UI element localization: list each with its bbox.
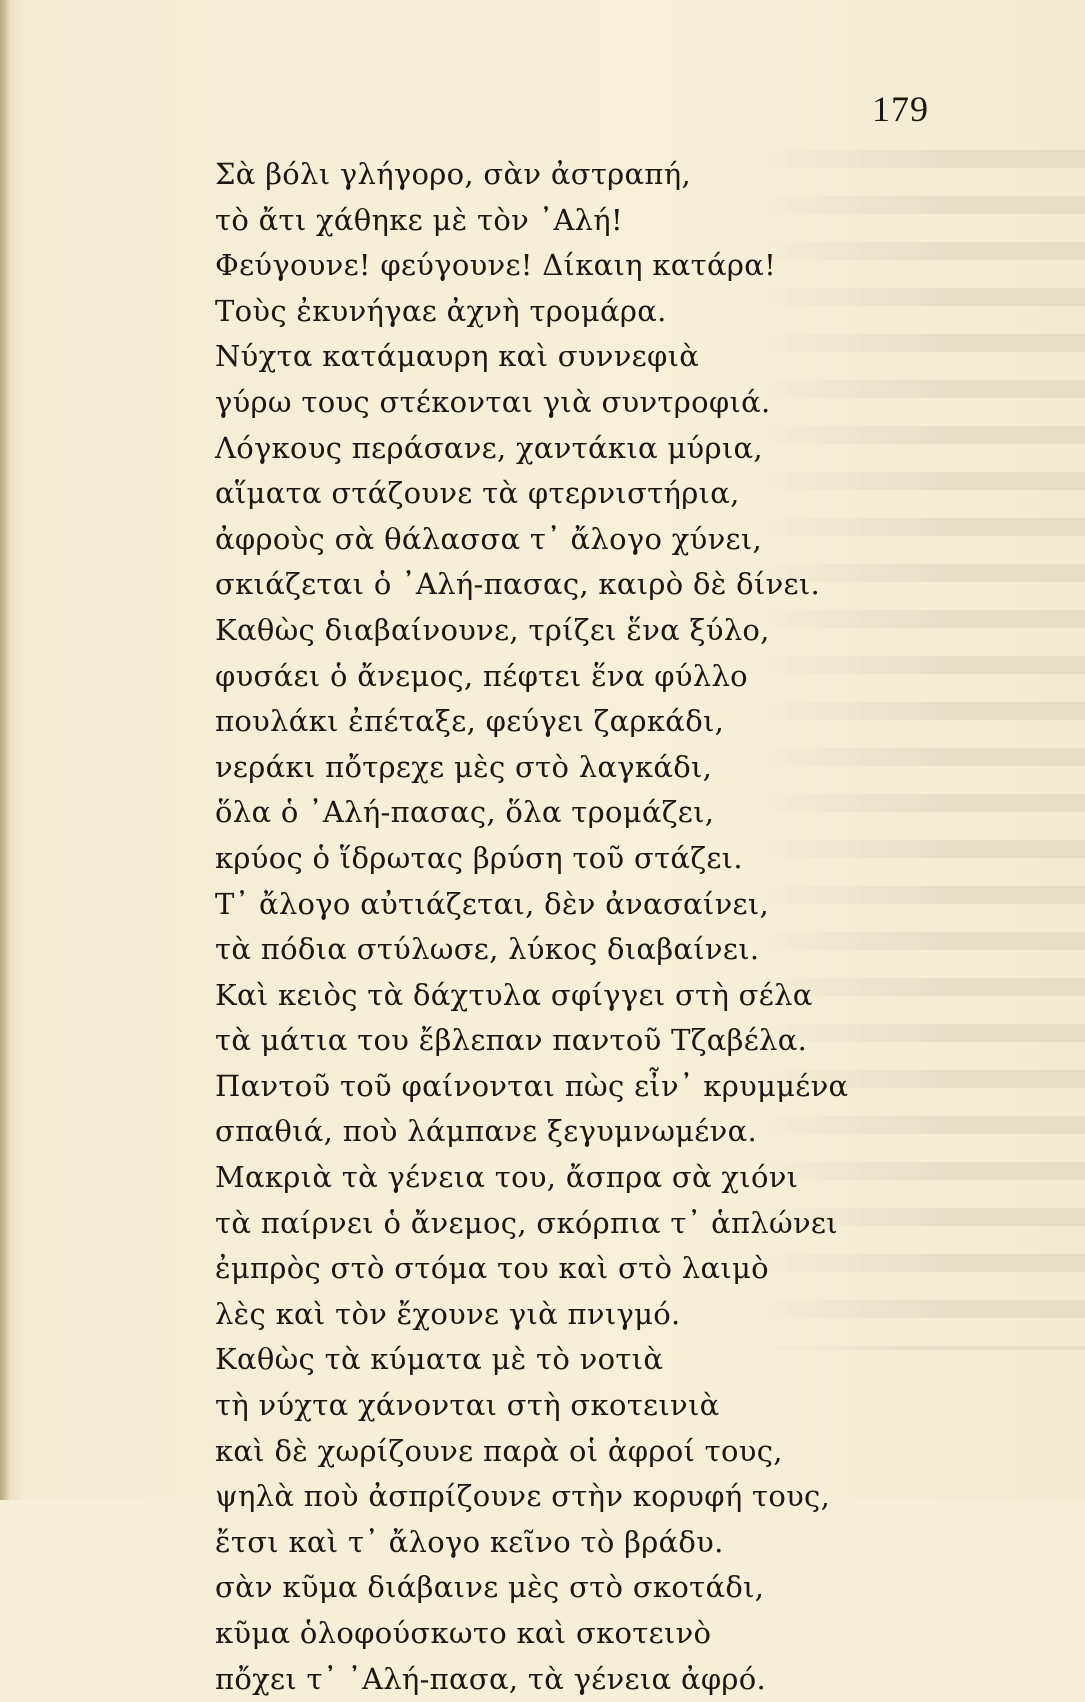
poem-line: τὸ ἄτι χάθηκε μὲ τὸν ᾿Αλή! — [215, 202, 623, 237]
poem-line: τὴ νύχτα χάνονται στὴ σκοτεινιὰ — [215, 1388, 720, 1423]
poem-line: φυσάει ὁ ἄνεμος, πέφτει ἕνα φύλλο — [215, 658, 748, 693]
poem-line: Καθὼς διαβαίνουνε, τρίζει ἕνα ξύλο, — [215, 612, 770, 647]
poem-line: σπαθιά, ποὺ λάμπανε ξεγυμνωμένα. — [215, 1114, 757, 1149]
poem-line: κρύος ὁ ἵδρωτας βρύση τοῦ στάζει. — [215, 840, 743, 875]
poem-line: σκιάζεται ὁ ᾿Αλή-πασας, καιρὸ δὲ δίνει. — [215, 567, 821, 602]
poem-line: Φεύγουνε! φεύγουνε! Δίκαιη κατάρα! — [215, 248, 777, 283]
poem-line: αἵματα στάζουνε τὰ φτερνιστήρια, — [215, 476, 740, 511]
poem-line: ψηλὰ ποὺ ἀσπρίζουνε στὴν κορυφή τους, — [215, 1479, 831, 1514]
poem-line: τὰ πόδια στύλωσε, λύκος διαβαίνει. — [215, 932, 760, 967]
poem-line: τὰ παίρνει ὁ ἄνεμος, σκόρπια τ᾿ ἁπλώνει — [215, 1205, 838, 1240]
poem-line: Τοὺς ἐκυνήγαε ἀχνὴ τρομάρα. — [215, 293, 667, 328]
poem-line: ὅλα ὁ ᾿Αλή-πασας, ὅλα τρομάζει, — [215, 795, 715, 830]
page-gutter-shadow — [0, 0, 10, 1500]
poem-line: ἔτσι καὶ τ᾿ ἄλογο κεῖνο τὸ βράδυ. — [215, 1524, 724, 1559]
poem-line: Σὰ βόλι γλήγορο, σὰν ἀστραπή, — [215, 157, 691, 191]
poem-line: νεράκι πὄτρεχε μὲς στὸ λαγκάδι, — [215, 749, 713, 784]
poem-line: γύρω τους στέκονται γιὰ συντροφιά. — [215, 384, 771, 419]
poem-line: λὲς καὶ τὸν ἔχουνε γιὰ πνιγμό. — [215, 1296, 681, 1331]
poem-line: Παντοῦ τοῦ φαίνονται πὼς εἶν᾿ κρυμμένα — [215, 1068, 849, 1103]
poem-line: ἀφροὺς σὰ θάλασσα τ᾿ ἄλογο χύνει, — [215, 521, 763, 556]
poem-line: τὰ μάτια του ἔβλεπαν παντοῦ Τζαβέλα. — [215, 1023, 808, 1058]
poem-line: Λόγκους περάσανε, χαντάκια μύρια, — [215, 430, 763, 465]
poem-line: πὄχει τ᾿ ᾿Αλή-πασα, τὰ γένεια ἀφρό. — [215, 1661, 767, 1696]
poem-line: καὶ δὲ χωρίζουνε παρὰ οἱ ἀφροί τους, — [215, 1433, 783, 1468]
poem-line: Καὶ κειὸς τὰ δάχτυλα σφίγγει στὴ σέλα — [215, 977, 813, 1012]
poem-line: ἐμπρὸς στὸ στόμα του καὶ στὸ λαιμὸ — [215, 1251, 769, 1286]
poem-line: Νύχτα κατάμαυρη καὶ συννεφιὰ — [215, 339, 700, 374]
poem-line: σὰν κῦμα διάβαινε μὲς στὸ σκοτάδι, — [215, 1570, 765, 1605]
poem-text — [215, 152, 855, 1702]
poem-line: Μακριὰ τὰ γένεια του, ἄσπρα σὰ χιόνι — [215, 1160, 799, 1195]
poem-line: κῦμα ὁλοφούσκωτο καὶ σκοτεινὸ — [215, 1616, 712, 1650]
poem-line: πουλάκι ἐπέταξε, φεύγει ζαρκάδι, — [215, 704, 725, 739]
page-number: 179 — [872, 89, 929, 129]
poem-line: Καθὼς τὰ κύματα μὲ τὸ νοτιὰ — [215, 1342, 664, 1377]
poem-line: Τ᾿ ἄλογο αὐτιάζεται, δὲν ἀνασαίνει, — [215, 886, 770, 921]
